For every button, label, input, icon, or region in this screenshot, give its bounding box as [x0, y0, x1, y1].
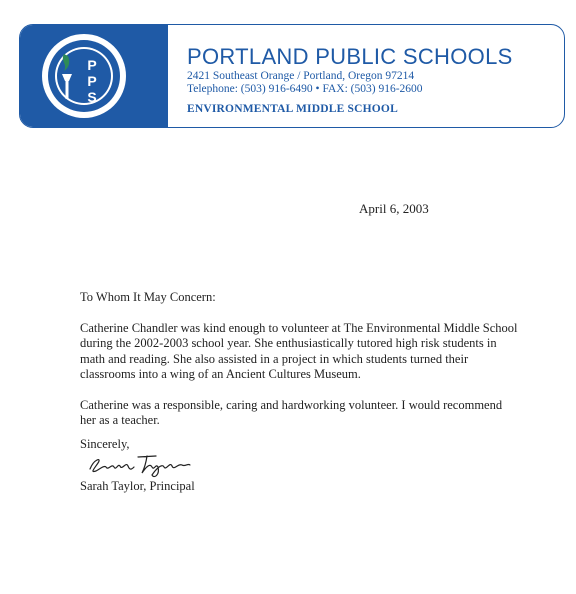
- paragraph-2: Catherine was a responsible, caring and hardworking volunteer. I would recommend her as a teacher.: [80, 397, 503, 427]
- letterhead-brand-panel: [20, 25, 168, 127]
- svg-text:P: P: [87, 73, 97, 89]
- handwritten-signature: [86, 449, 196, 479]
- letter-body: [80, 290, 520, 444]
- letterhead: [19, 24, 565, 128]
- phone-fax: Telephone: (503) 916-6490 • FAX: (503) 916-2600: [187, 83, 423, 95]
- letterhead-text: [187, 44, 513, 116]
- school-name: ENVIRONMENTAL MIDDLE SCHOOL: [187, 103, 398, 115]
- letter-date: April 6, 2003: [359, 201, 429, 216]
- signer-name: Sarah Taylor, Principal: [80, 479, 195, 493]
- org-name: PORTLAND PUBLIC SCHOOLS: [187, 44, 513, 69]
- address: 2421 Southeast Orange / Portland, Oregon 97214: [187, 70, 415, 82]
- salutation: To Whom It May Concern:: [80, 290, 216, 304]
- svg-text:S: S: [87, 89, 97, 105]
- paragraph-1: Catherine Chandler was kind enough to volunteer at The Environmental Middle School during the 2002-2003 school year. She enthusiastically tutored high risk students in math and reading. She also assisted in a project in which students turned their classrooms into a wing of an Ancient Cultures Museum.: [80, 320, 518, 381]
- closing: Sincerely,: [80, 437, 130, 451]
- pps-logo: [42, 34, 126, 118]
- torch-icon: [42, 34, 126, 118]
- svg-text:P: P: [87, 57, 97, 73]
